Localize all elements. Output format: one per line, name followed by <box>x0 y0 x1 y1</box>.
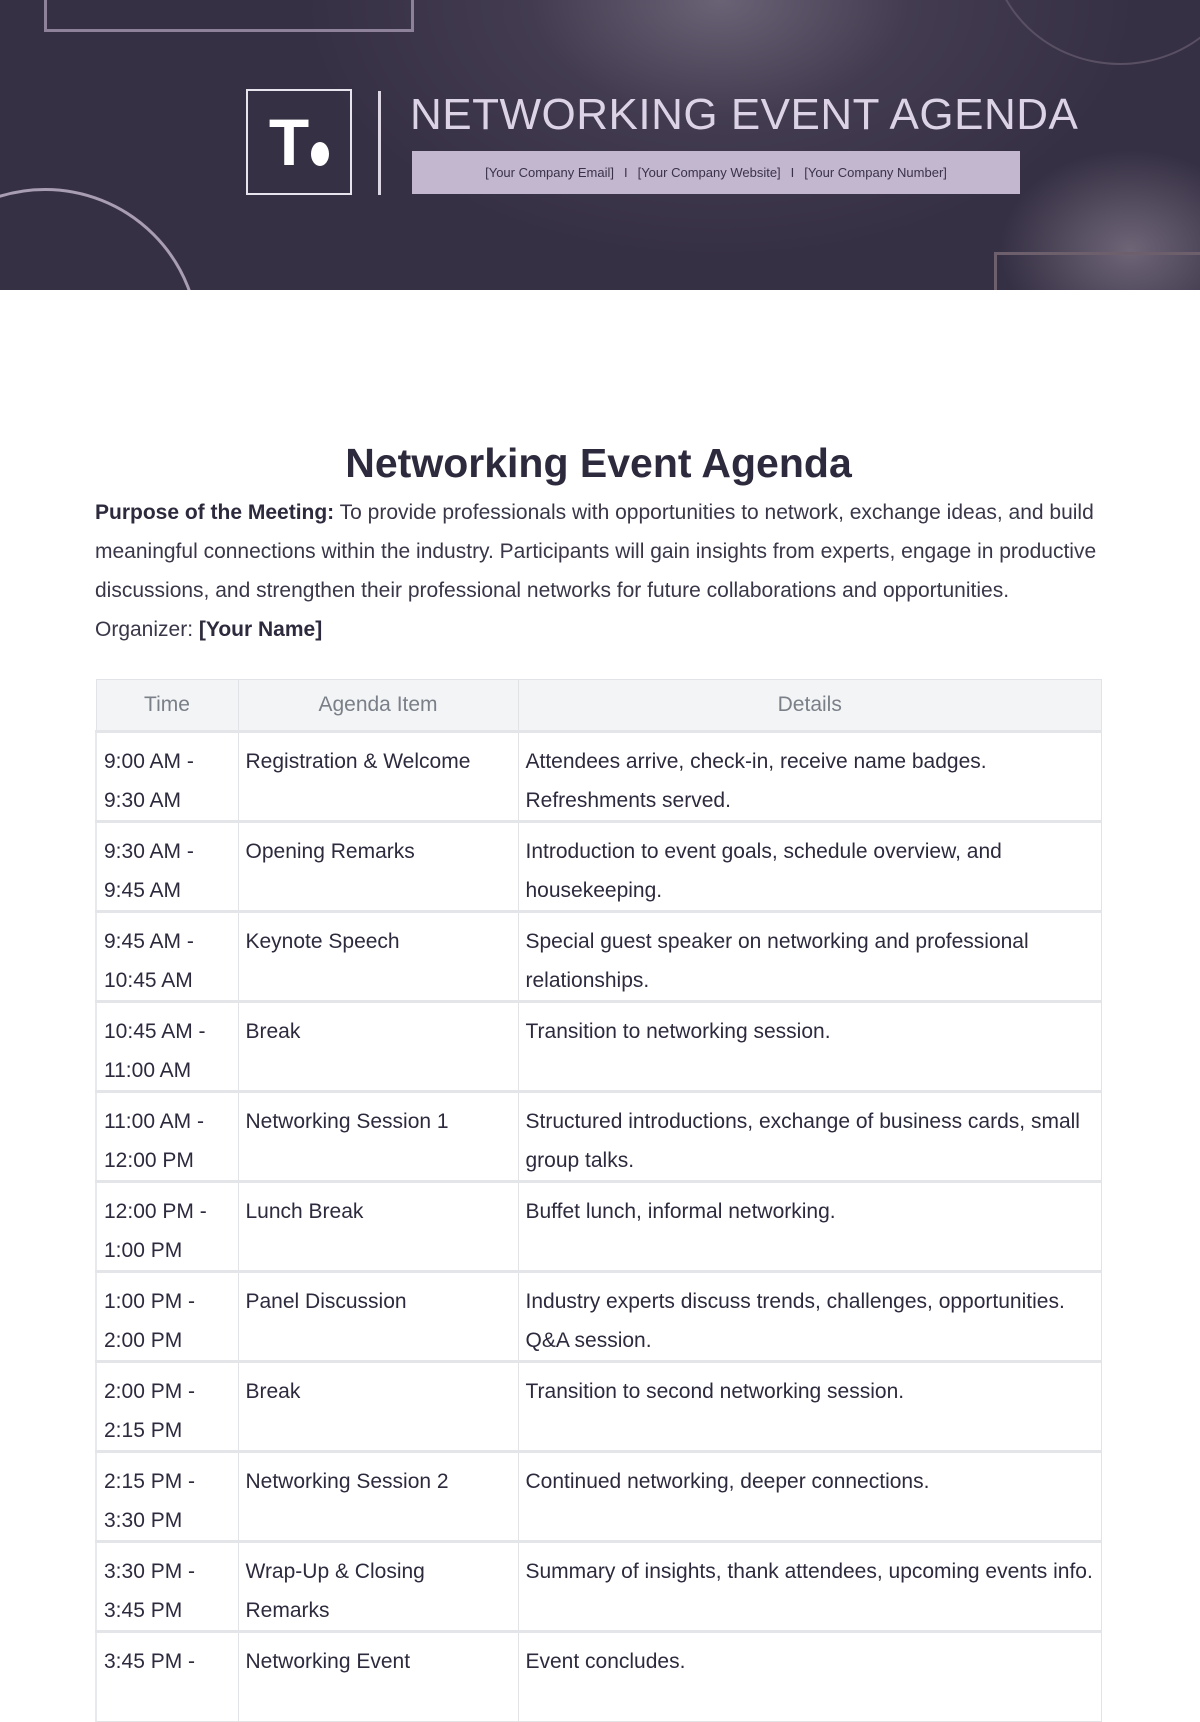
table-row <box>96 1272 1102 1362</box>
table-row <box>96 1542 1102 1632</box>
agenda-item-cell: Break <box>238 1362 518 1452</box>
details-cell: Summary of insights, thank attendees, upcoming events info. <box>518 1542 1102 1632</box>
agenda-item-cell: Networking Session 2 <box>238 1452 518 1542</box>
time-cell: 2:15 PM - 3:30 PM <box>96 1452 238 1542</box>
time-cell: 11:00 AM - 12:00 PM <box>96 1092 238 1182</box>
agenda-item-cell: Networking Event <box>238 1632 518 1722</box>
company-logo <box>246 89 352 195</box>
details-cell: Event concludes. <box>518 1632 1102 1722</box>
agenda-item-cell: Wrap-Up & Closing Remarks <box>238 1542 518 1632</box>
agenda-item-cell: Registration & Welcome <box>238 732 518 822</box>
organizer-label: Organizer: <box>95 618 194 641</box>
contact-bar <box>412 151 1020 194</box>
agenda-item-cell: Keynote Speech <box>238 912 518 1002</box>
details-cell: Transition to networking session. <box>518 1002 1102 1092</box>
time-cell: 9:30 AM - 9:45 AM <box>96 822 238 912</box>
table-row <box>96 1452 1102 1542</box>
time-cell: 3:30 PM - 3:45 PM <box>96 1542 238 1632</box>
table-row <box>96 1362 1102 1452</box>
header-banner <box>0 0 1200 290</box>
company-email: [Your Company Email] <box>485 165 614 180</box>
document-body <box>95 440 1102 1722</box>
purpose-label: Purpose of the Meeting: <box>95 501 335 524</box>
purpose-text: To provide professionals with opportunities to network, exchange ideas, and build meaningful connections within the industry. Participants will gain insights from experts, engage in productive discussions, and strengthen their professional networks for future collaborations and opportunities. <box>95 501 1097 602</box>
details-cell: Industry experts discuss trends, challenges, opportunities. Q&A session. <box>518 1272 1102 1362</box>
time-cell: 1:00 PM - 2:00 PM <box>96 1272 238 1362</box>
table-row <box>96 1092 1102 1182</box>
table-row <box>96 732 1102 822</box>
time-cell: 9:00 AM - 9:30 AM <box>96 732 238 822</box>
details-cell: Buffet lunch, informal networking. <box>518 1182 1102 1272</box>
time-cell: 9:45 AM - 10:45 AM <box>96 912 238 1002</box>
details-cell: Introduction to event goals, schedule overview, and housekeeping. <box>518 822 1102 912</box>
table-row <box>96 1182 1102 1272</box>
time-cell: 3:45 PM - <box>96 1632 238 1722</box>
separator: I <box>790 165 795 180</box>
time-cell: 2:00 PM - 2:15 PM <box>96 1362 238 1452</box>
agenda-item-cell: Networking Session 1 <box>238 1092 518 1182</box>
agenda-item-cell: Panel Discussion <box>238 1272 518 1362</box>
separator: I <box>623 165 628 180</box>
column-header-agenda-item: Agenda Item <box>238 680 518 732</box>
details-cell: Attendees arrive, check-in, receive name badges. Refreshments served. <box>518 732 1102 822</box>
company-number: [Your Company Number] <box>804 165 947 180</box>
table-header-row <box>96 680 1102 732</box>
decor-circle <box>0 188 200 290</box>
table-row <box>96 912 1102 1002</box>
time-cell: 12:00 PM - 1:00 PM <box>96 1182 238 1272</box>
column-header-details: Details <box>518 680 1102 732</box>
decor-frame <box>994 252 1200 290</box>
page-title: Networking Event Agenda <box>345 440 852 486</box>
organizer-value: [Your Name] <box>198 618 323 641</box>
logo-letter: T <box>268 105 310 179</box>
details-cell: Structured introductions, exchange of business cards, small group talks. <box>518 1092 1102 1182</box>
table-row <box>96 1632 1102 1722</box>
time-cell: 10:45 AM - 11:00 AM <box>96 1002 238 1092</box>
logo-dot <box>311 142 329 166</box>
details-cell: Transition to second networking session. <box>518 1362 1102 1452</box>
organizer-line <box>95 610 1102 649</box>
agenda-table <box>95 679 1102 1722</box>
divider <box>378 91 381 195</box>
company-website: [Your Company Website] <box>637 165 781 180</box>
details-cell: Special guest speaker on networking and professional relationships. <box>518 912 1102 1002</box>
table-row <box>96 822 1102 912</box>
purpose-paragraph <box>95 493 1102 610</box>
decor-frame <box>44 0 414 32</box>
agenda-item-cell: Opening Remarks <box>238 822 518 912</box>
column-header-time: Time <box>96 680 238 732</box>
details-cell: Continued networking, deeper connections. <box>518 1452 1102 1542</box>
banner-title: NETWORKING EVENT AGENDA <box>410 90 1079 139</box>
table-row <box>96 1002 1102 1092</box>
agenda-item-cell: Lunch Break <box>238 1182 518 1272</box>
decor-circle <box>990 0 1200 65</box>
agenda-item-cell: Break <box>238 1002 518 1092</box>
